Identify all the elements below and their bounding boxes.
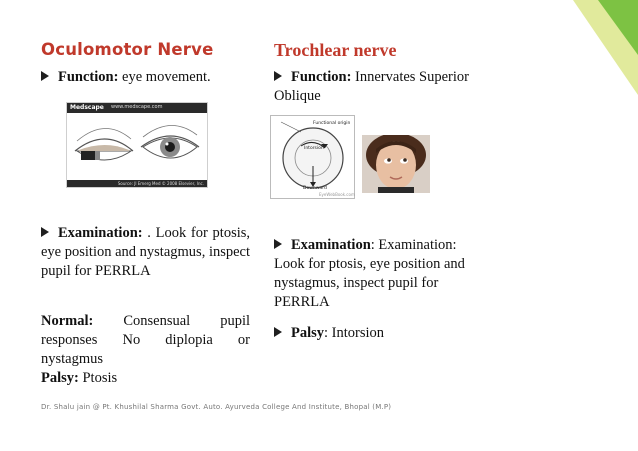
slide-footer: Dr. Shalu jain @ Pt. Khushilal Sharma Govt. Auto. Ayurveda College And Institute, Bhopal (M.P) [41, 403, 392, 411]
child-photo [362, 135, 430, 193]
label-intorsion: Intorsion [304, 146, 324, 151]
child-face-illustration [362, 135, 430, 193]
medscape-brand: Medscape [70, 104, 104, 111]
medscape-url: www.medscape.com [111, 104, 163, 110]
eyes-illustration [67, 113, 207, 180]
trochlear-diagram [270, 115, 355, 199]
trochlear-function: Function: Innervates Superior Oblique [274, 69, 469, 104]
bullet-icon [41, 71, 49, 81]
eyes-figure [66, 102, 208, 188]
bullet-icon [274, 71, 282, 81]
oculomotor-palsy: Palsy: Ptosis [41, 370, 118, 386]
label-functional-origin: Functional origin [313, 121, 351, 126]
diagram-watermark: EyeWebBook.com [319, 192, 355, 197]
bullet-icon [41, 227, 49, 237]
trochlear-examination: Examination: Examination: Look for ptosis, eye position and nystagmus, inspect pupil for PERRLA [274, 237, 465, 310]
oculomotor-examination: Examination: . Look for ptosis, eye position and nystagmus, inspect pupil for PERRLA [41, 225, 251, 279]
figure-source: Source: Jl Emerg Med © 2008 Elsevier, Inc. [117, 181, 204, 186]
bullet-icon [274, 327, 282, 337]
trochlear-palsy: Palsy: Intorsion [274, 324, 486, 343]
bullet-icon [274, 239, 282, 249]
trochlear-title: Trochlear nerve [274, 40, 397, 60]
oculomotor-normal: Normal: Consensual pupil responses No diplopia or nystagmus [41, 313, 251, 367]
label-downward: Downward [303, 186, 327, 191]
figure-header [67, 103, 207, 113]
figure-footer [67, 180, 207, 187]
oculomotor-function: Function: eye movement. [41, 68, 261, 87]
oculomotor-title: Oculomotor Nerve [41, 40, 214, 59]
corner-decoration [478, 0, 638, 120]
